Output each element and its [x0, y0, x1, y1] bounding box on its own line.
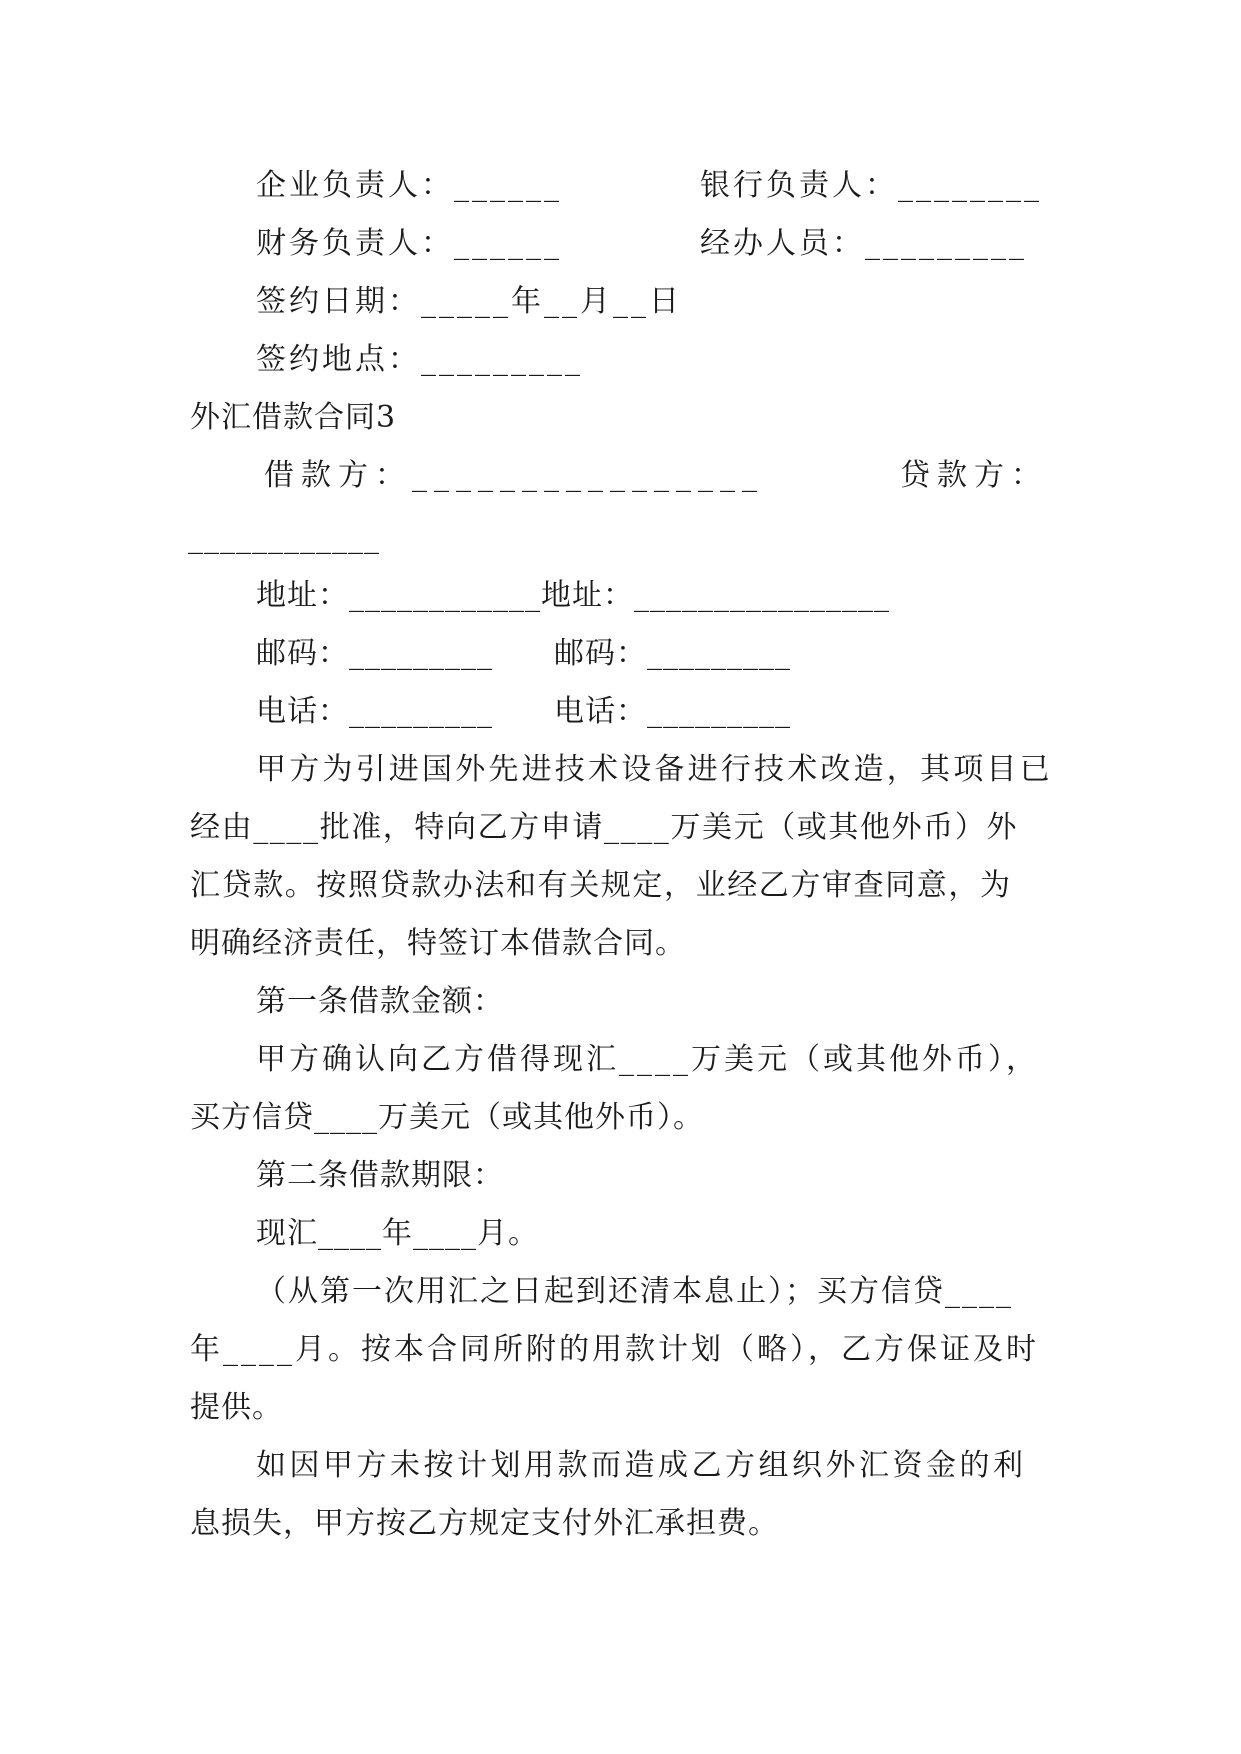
lender-blank: ____________ — [188, 520, 380, 555]
postcode-borrower: 邮码：_________ — [256, 636, 493, 671]
borrower-field: 借款方：________________ — [264, 458, 764, 493]
handler-field: 经办人员：_________ — [700, 226, 1027, 261]
sign-date-field: 签约日期：_____年__月__日 — [256, 284, 682, 319]
finance-head-field: 财务负责人：______ — [256, 226, 562, 261]
article2-cash: 现汇____年____月。 — [256, 1216, 539, 1251]
sign-place-field: 签约地点：_________ — [256, 342, 583, 377]
contract-title: 外汇借款合同3 — [190, 400, 397, 435]
intro-line: 汇贷款。按照贷款办法和有关规定，业经乙方审查同意，为 — [190, 868, 1012, 903]
article2-line: （从第一次用汇之日起到还清本息止）；买方信贷____ — [256, 1274, 1013, 1309]
postcode-lender: 邮码：_________ — [554, 636, 791, 671]
intro-line: 经由____批准，特向乙方申请____万美元（或其他外币）外 — [190, 810, 1018, 845]
intro-line: 明确经济责任，特签订本借款合同。 — [190, 926, 686, 961]
lender-field: 贷款方： — [900, 458, 1048, 493]
article2-title: 第二条借款期限： — [256, 1158, 504, 1193]
article2-line: 年____月。按本合同所附的用款计划（略），乙方保证及时 — [190, 1332, 1039, 1367]
bank-head-field: 银行负责人：________ — [700, 168, 1042, 203]
phone-borrower: 电话：_________ — [256, 694, 493, 729]
article1-title: 第一条借款金额： — [256, 984, 504, 1019]
penalty-line: 息损失，甲方按乙方规定支付外汇承担费。 — [190, 1506, 779, 1541]
address-field: 地址：____________地址：________________ — [256, 578, 890, 613]
phone-lender: 电话：_________ — [554, 694, 791, 729]
article1-line: 买方信贷____万美元（或其他外币）。 — [190, 1100, 704, 1135]
article1-line: 甲方确认向乙方借得现汇____万美元（或其他外币）， — [256, 1042, 1039, 1077]
article2-line: 提供。 — [190, 1390, 283, 1425]
company-head-field: 企业负责人：______ — [256, 168, 562, 203]
penalty-line: 如因甲方未按计划用款而造成乙方组织外汇资金的利 — [256, 1448, 1027, 1483]
intro-line: 甲方为引进国外先进技术设备进行技术改造，其项目已 — [256, 752, 1053, 787]
